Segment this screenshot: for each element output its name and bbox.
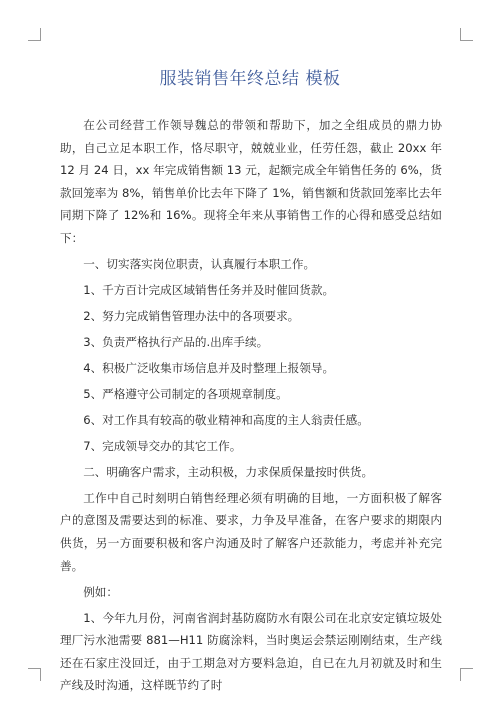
paragraph-body: 工作中自己时刻明白销售经理必须有明确的目地，一方面积极了解客户的意图及需要达到的标准、要求，力争及早准备，在客户要求的期限内供货，另一方面要积极和客户沟通及时了解客户还款能力，考虑并补充完善。 (60, 490, 442, 573)
list-item-6: 6、对工作具有较高的敬业精神和高度的主人翁责任感。 (83, 412, 369, 427)
list-item-7: 7、完成领导交办的其它工作。 (83, 438, 242, 453)
list-item-3: 3、负责严格执行产品的.出库手续。 (83, 334, 269, 349)
paragraph-example-label: 例如： (83, 584, 118, 599)
section-heading-2: 二、明确客户需求，主动积极，力求保质保量按时供货。 (83, 464, 374, 479)
document-title: 服装销售年终总结 模板 (159, 69, 341, 89)
crop-mark-bottom-left (28, 668, 41, 681)
crop-mark-top-right (460, 28, 473, 41)
paragraph-example-1: 1、今年九月份，河南省润封基防腐防水有限公司在北京安定镇垃圾处理厂污水池需要 881—H11 防腐涂料，当时奥运会禁运刚刚结束，生产线还在石家庄没回迁，由于工期急对方要料急迫，自已在九月初就及时和生产线及时沟通，这样既节约了时 (60, 610, 442, 693)
list-item-2: 2、努力完成销售管理办法中的各项要求。 (83, 308, 300, 323)
list-item-1: 1、千方百计完成区域销售任务并及时催回货款。 (83, 282, 335, 297)
list-item-5: 5、严格遵守公司制定的各项规章制度。 (83, 386, 288, 401)
list-item-4: 4、积极广泛收集市场信息并及时整理上报领导。 (83, 360, 335, 375)
crop-mark-bottom-right (460, 668, 473, 681)
crop-mark-top-left (28, 28, 41, 41)
paragraph-intro: 在公司经营工作领导魏总的带领和帮助下，加之全组成员的鼎力协助，自己立足本职工作，恪尽职守，兢兢业业，任劳任怨，截止 20xx 年 12 月 24 日，xx 年完成销售额 13 元，起额完成全年销售任务的 6%，货款回笼率为 8%，销售单价比去年下降了 1%，销售额和货款回笼率比去年同期下降了 12%和 16%。现将全年来从事销售工作的心得和感受总结如下： (60, 118, 442, 245)
document-body (60, 114, 442, 700)
section-heading-1: 一、切实落实岗位职责，认真履行本职工作。 (83, 256, 316, 271)
